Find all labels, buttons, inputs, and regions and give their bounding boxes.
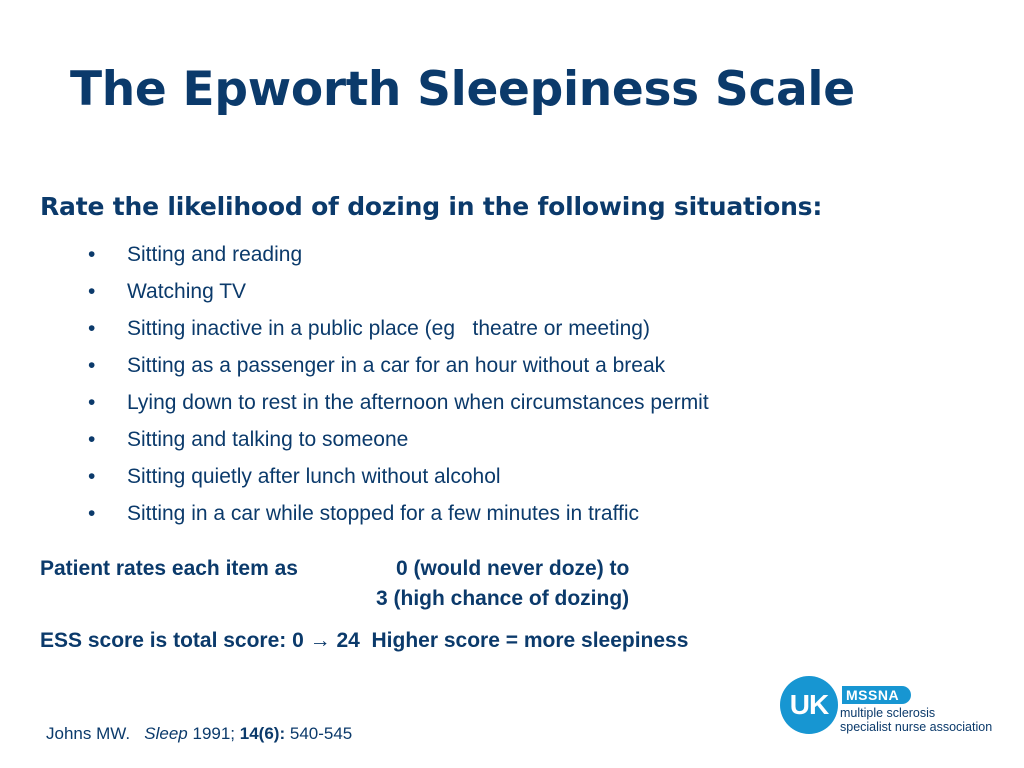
rating-label: Patient rates each item as (40, 557, 298, 580)
citation-journal: Sleep (144, 724, 188, 743)
ess-score-summary (40, 629, 688, 653)
situation-list (88, 240, 709, 536)
score-prefix: ESS score is total score: 0 (40, 629, 304, 652)
slide-title: The Epworth Sleepiness Scale (70, 62, 855, 117)
arrow-right-icon: → (309, 629, 331, 652)
list-item-text: Lying down to rest in the afternoon when circumstances permit (127, 391, 709, 414)
bullet-icon: • (88, 502, 96, 525)
bullet-icon: • (88, 465, 96, 488)
logo-tagline (840, 706, 992, 734)
rating-low: 0 (would never doze) to (396, 557, 630, 580)
bullet-icon: • (88, 391, 96, 414)
rating-instructions (40, 554, 629, 614)
list-item (88, 499, 709, 536)
bullet-icon: • (88, 280, 96, 303)
bullet-icon: • (88, 243, 96, 266)
citation (46, 724, 352, 744)
list-item-text: Sitting inactive in a public place (eg theatre or meeting) (127, 317, 650, 340)
list-item (88, 314, 709, 351)
rating-high: 3 (high chance of dozing) (376, 587, 630, 610)
list-item (88, 240, 709, 277)
citation-volume: 14(6): (239, 724, 286, 743)
list-item-text: Sitting and talking to someone (127, 428, 409, 451)
list-item-text: Sitting in a car while stopped for a few minutes in traffic (127, 502, 640, 525)
logo-mark: UK (780, 676, 838, 734)
bullet-icon: • (88, 354, 96, 377)
citation-pages: 540-545 (289, 724, 353, 743)
list-item (88, 425, 709, 462)
uk-mssna-logo (780, 676, 993, 744)
logo-tagline-line-2: specialist nurse association (840, 720, 993, 734)
bullet-icon: • (88, 428, 96, 451)
list-item-text: Sitting and reading (127, 243, 303, 266)
list-item (88, 462, 709, 499)
citation-author: Johns MW. (46, 724, 131, 743)
slide-subtitle: Rate the likelihood of dozing in the following situations: (40, 192, 823, 221)
list-item (88, 351, 709, 388)
citation-year: 1991; (192, 724, 236, 743)
list-item (88, 388, 709, 425)
list-item-text: Sitting quietly after lunch without alcohol (127, 465, 501, 488)
score-suffix: 24 Higher score = more sleepiness (336, 629, 689, 652)
list-item (88, 277, 709, 314)
list-item-text: Sitting as a passenger in a car for an hour without a break (127, 354, 666, 377)
logo-tagline-line-1: multiple sclerosis (840, 706, 936, 720)
bullet-icon: • (88, 317, 96, 340)
logo-name: MSSNA (842, 686, 911, 704)
list-item-text: Watching TV (127, 280, 247, 303)
